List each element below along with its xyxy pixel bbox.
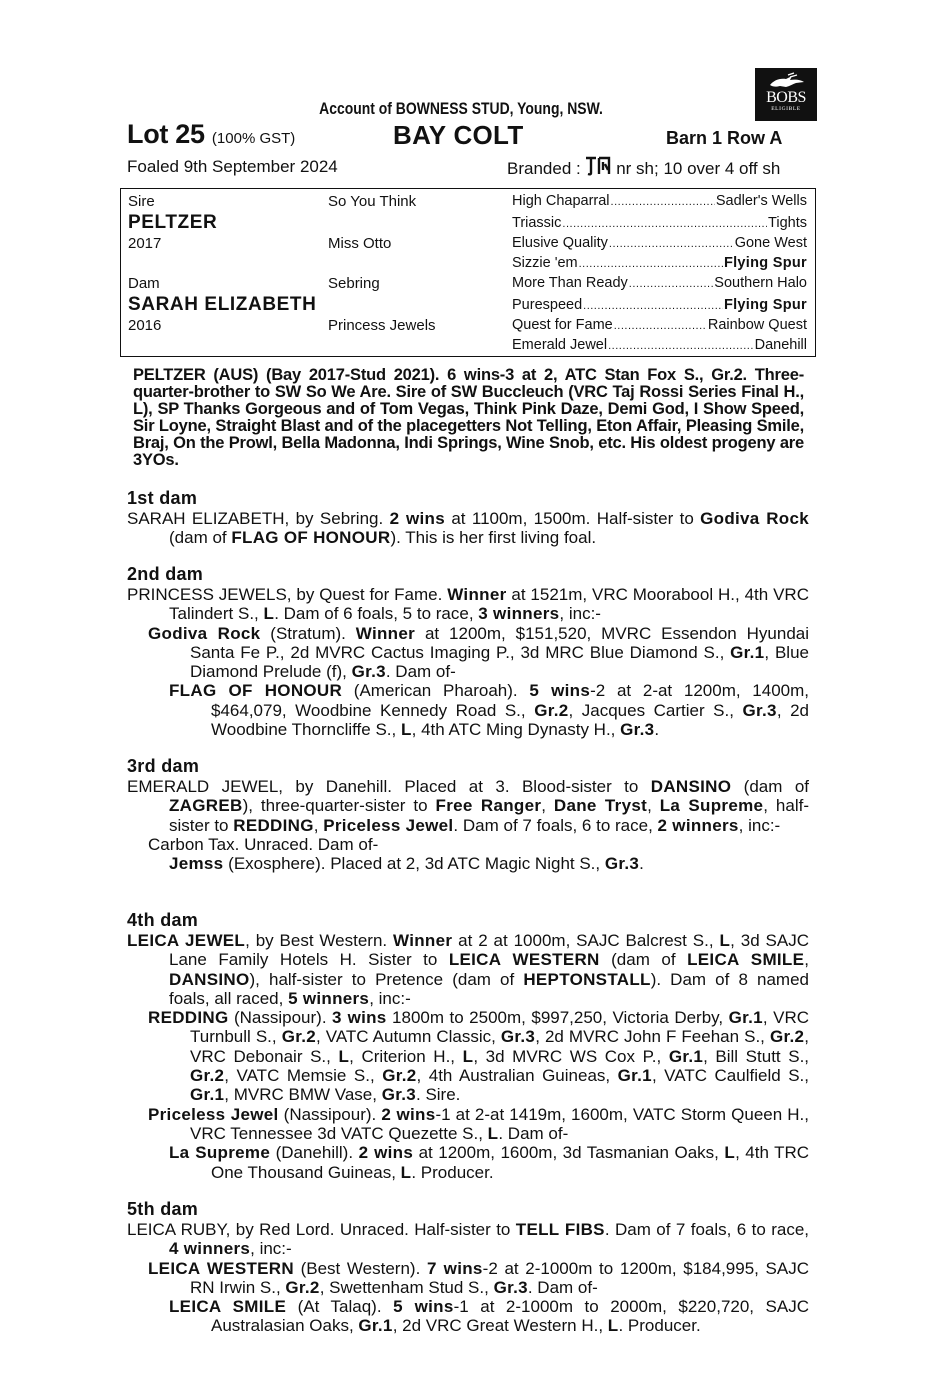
branding: Branded : nr sh; 10 over 4 off sh	[507, 156, 780, 179]
barn-location: Barn 1 Row A	[666, 128, 783, 148]
dam-name: SARAH ELIZABETH	[128, 294, 317, 315]
dam-paragraph: La Supreme (Danehill). 2 wins at 1200m, 1600m, 3d Tasmanian Oaks, L, 4th TRC One Thousand Guineas, L. Producer.	[169, 1143, 810, 1182]
sire-label: Sire	[128, 193, 155, 210]
brand-mark-icon	[585, 156, 611, 176]
dam-paragraph: PRINCESS JEWELS, by Quest for Fame. Winner at 1521m, VRC Moorabool H., 4th VRC Talindert S., L. Dam of 6 foals, 5 to race, 3 winners, inc:-	[127, 585, 809, 624]
dam-paragraph: LEICA RUBY, by Red Lord. Unraced. Half-sister to TELL FIBS. Dam of 7 foals, 6 to race, 4 winners, inc:-	[127, 1220, 810, 1259]
dam-section-3	[127, 757, 809, 873]
dam-label: Dam	[128, 275, 160, 292]
dam-heading: 3rd dam	[127, 756, 200, 776]
vendor-account: Account of BOWNESS STUD, Young, NSW.	[318, 99, 603, 118]
dam-paragraph: Carbon Tax. Unraced. Dam of-	[148, 834, 379, 854]
ancestor-row: Sizzie 'em ..... Flying Spur	[512, 255, 807, 271]
ancestor-row: Purespeed ..... Flying Spur	[512, 297, 807, 313]
ancestor-row: High Chaparral ..... Sadler's Wells	[512, 193, 807, 209]
ancestor-row: Elusive Quality ..... Gone West	[512, 235, 807, 251]
dam-paragraph: Godiva Rock (Stratum). Winner at 1200m, $151,520, MVRC Essendon Hyundai Santa Fe P., 2d MVRC Cactus Imaging P., 3d MRC Blue Diamond S., Gr.1, Blue Diamond Prelude (f), Gr.3. Dam of-	[148, 623, 810, 682]
sire-summary: PELTZER (AUS) (Bay 2017-Stud 2021). 6 wins-3 at 2, ATC Stan Fox S., Gr.2. Three-quarter-brother to SW So We Are. Sire of SW Buccleuch (VRC Taj Rossi Series Final H., L), SP Thanks Gorgeous and of Tom Vegas, Think Pink Daze, Demi God, I Show Speed, Sir Loyne, Straight Blast and of the placegetters Not Telling, Eton Affair, Pleasing Smile, Braj, On the Prowl, Bella Madonna, Indi Springs, Wine Snob, etc. His oldest progeny are 3YOs.	[133, 366, 804, 469]
ancestor-row: Triassic ..... Tights	[512, 215, 807, 231]
colour-sex: BAY COLT	[393, 120, 524, 150]
dam-paragraph: Jemss (Exosphere). Placed at 2, 3d ATC Magic Night S., Gr.3.	[169, 854, 644, 874]
dam-paragraph: EMERALD JEWEL, by Danehill. Placed at 3. Blood-sister to DANSINO (dam of ZAGREB), three-quarter-sister to Free Ranger, Dane Tryst, La Supreme, half-sister to REDDING, Priceless Jewel. Dam of 7 foals, 6 to race, 2 winners, inc:-	[127, 777, 810, 835]
dam-year: 2016	[128, 317, 162, 334]
dam-paragraph: FLAG OF HONOUR (American Pharoah). 5 wins-2 at 2-at 1200m, 1400m, $464,079, Woodbine Kennedy Road S., Gr.2, Jacques Cartier S., Gr.3, 2d Woodbine Thorncliffe S., L, 4th ATC Ming Dynasty H., Gr.3.	[169, 681, 809, 740]
ancestor-row: Quest for Fame ..... Rainbow Quest	[512, 317, 807, 333]
dam-section-2	[127, 565, 809, 739]
dam-section-1	[127, 489, 809, 548]
dam-paragraph: LEICA JEWEL, by Best Western. Winner at 2 at 1000m, SAJC Balcrest S., L, 3d SAJC Lane Family Hotels H. Sister to LEICA WESTERN (dam of LEICA SMILE, DANSINO), half-sister to Pretence (dam of HEPTONSTALL). Dam of 8 named foals, all raced, 5 winners, inc:-	[127, 931, 809, 1008]
grandsire-maternal: Sebring	[328, 275, 380, 292]
lot-number: Lot 25 (100% GST)	[127, 119, 296, 149]
logo-subtext: ELIGIBLE	[771, 106, 801, 112]
ancestor-row: Emerald Jewel ..... Danehill	[512, 337, 807, 353]
dam-paragraph: REDDING (Nassipour). 3 wins 1800m to 2500m, $997,250, Victoria Derby, Gr.1, VRC Turnbull S., Gr.2, VATC Autumn Classic, Gr.3, 2d MVRC John F Feehan S., Gr.2, VRC Debonair S., L, Criterion H., L, 3d MVRC WS Cox P., Gr.1, Bill Stutt S., Gr.2, VATC Memsie S., Gr.2, 4th Australian Guineas, Gr.1, VATC Caulfield S., Gr.1, MVRC BMW Vase, Gr.3. Sire.	[148, 1008, 810, 1105]
dam-section-5	[127, 1200, 809, 1336]
dam-paragraph: SARAH ELIZABETH, by Sebring. 2 wins at 1100m, 1500m. Half-sister to Godiva Rock (dam of FLAG OF HONOUR). This is her first living foal.	[127, 509, 809, 548]
sire-year: 2017	[128, 235, 162, 252]
logo-text: BOBS	[766, 89, 806, 106]
gst-note: (100% GST)	[211, 130, 296, 147]
dam-paragraph: LEICA SMILE (At Talaq). 5 wins-1 at 2-1000m to 2000m, $220,720, SAJC Australasian Oaks, Gr.1, 2d VRC Great Western H., L. Producer.	[169, 1297, 809, 1336]
sire-name: PELTZER	[128, 212, 218, 233]
foaled-date: Foaled 9th September 2024	[127, 157, 338, 176]
dam-paragraph: LEICA WESTERN (Best Western). 7 wins-2 at 2-1000m to 1200m, $184,995, SAJC RN Irwin S., Gr.2, Swettenham Stud S., Gr.3. Dam of-	[148, 1258, 809, 1297]
dam-heading: 1st dam	[127, 488, 198, 508]
dam-heading: 5th dam	[127, 1199, 199, 1219]
granddam-paternal: Miss Otto	[328, 235, 392, 252]
ancestor-row: More Than Ready ..... Southern Halo	[512, 275, 807, 291]
grandsire-paternal: So You Think	[328, 193, 417, 210]
granddam-maternal: Princess Jewels	[328, 317, 436, 334]
dam-paragraph: Priceless Jewel (Nassipour). 2 wins-1 at 2-at 1419m, 1600m, VATC Storm Queen H., VRC Tennessee 3d VATC Quezette S., L. Dam of-	[148, 1104, 810, 1143]
dam-heading: 4th dam	[127, 910, 199, 930]
pedigree-table	[120, 188, 816, 357]
dam-heading: 2nd dam	[127, 564, 204, 584]
horse-head-icon	[766, 72, 806, 90]
dam-section-4	[127, 911, 809, 1182]
